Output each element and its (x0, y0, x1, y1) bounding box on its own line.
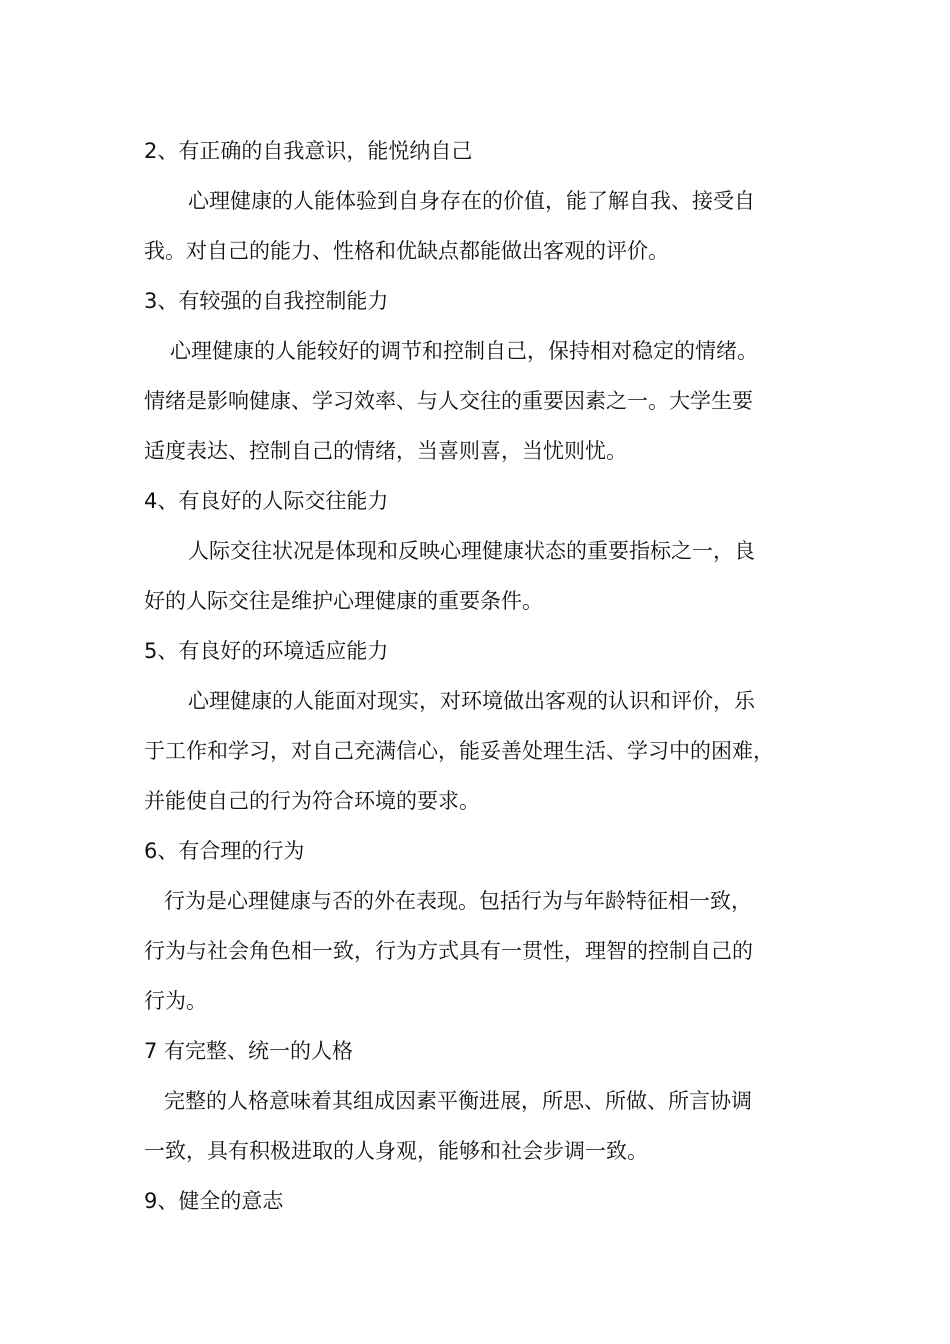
paragraph-line: 情绪是影响健康、学习效率、与人交往的重要因素之一。大学生要 (144, 389, 753, 413)
heading-3: 3、有较强的自我控制能力 (144, 289, 389, 313)
paragraph-line: 并能使自己的行为符合环境的要求。 (144, 789, 480, 813)
paragraph-line: 人际交往状况是体现和反映心理健康状态的重要指标之一，良 (188, 539, 755, 563)
document-body (144, 126, 808, 1226)
paragraph-line: 完整的人格意味着其组成因素平衡进展，所思、所做、所言协调 (164, 1089, 752, 1113)
paragraph-line: 心理健康的人能面对现实，对环境做出客观的认识和评价，乐 (188, 689, 755, 713)
heading-4: 4、有良好的人际交往能力 (144, 489, 389, 513)
heading-2: 2、有正确的自我意识，能悦纳自己 (144, 139, 473, 163)
paragraph-line: 心理健康的人能较好的调节和控制自己，保持相对稳定的情绪。 (170, 339, 758, 363)
paragraph-line: 一致，具有积极进取的人身观，能够和社会步调一致。 (144, 1139, 648, 1163)
paragraph-line: 心理健康的人能体验到自身存在的价值，能了解自我、接受自 (188, 189, 755, 213)
heading-6: 6、有合理的行为 (144, 839, 305, 863)
paragraph-line: 行为是心理健康与否的外在表现。包括行为与年龄特征相一致， (164, 889, 752, 913)
heading-9: 9、健全的意志 (144, 1189, 284, 1213)
heading-5: 5、有良好的环境适应能力 (144, 639, 389, 663)
paragraph-line: 于工作和学习，对自己充满信心，能妥善处理生活、学习中的困难， (144, 739, 774, 763)
paragraph-line: 我。对自己的能力、性格和优缺点都能做出客观的评价。 (144, 239, 669, 263)
paragraph-line: 行为与社会角色相一致，行为方式具有一贯性，理智的控制自己的 (144, 939, 753, 963)
paragraph-line: 行为。 (144, 989, 207, 1013)
paragraph-line: 好的人际交往是维护心理健康的重要条件。 (144, 589, 543, 613)
paragraph-line: 适度表达、控制自己的情绪，当喜则喜，当忧则忧。 (144, 439, 627, 463)
heading-7: 7 有完整、统一的人格 (144, 1039, 354, 1063)
